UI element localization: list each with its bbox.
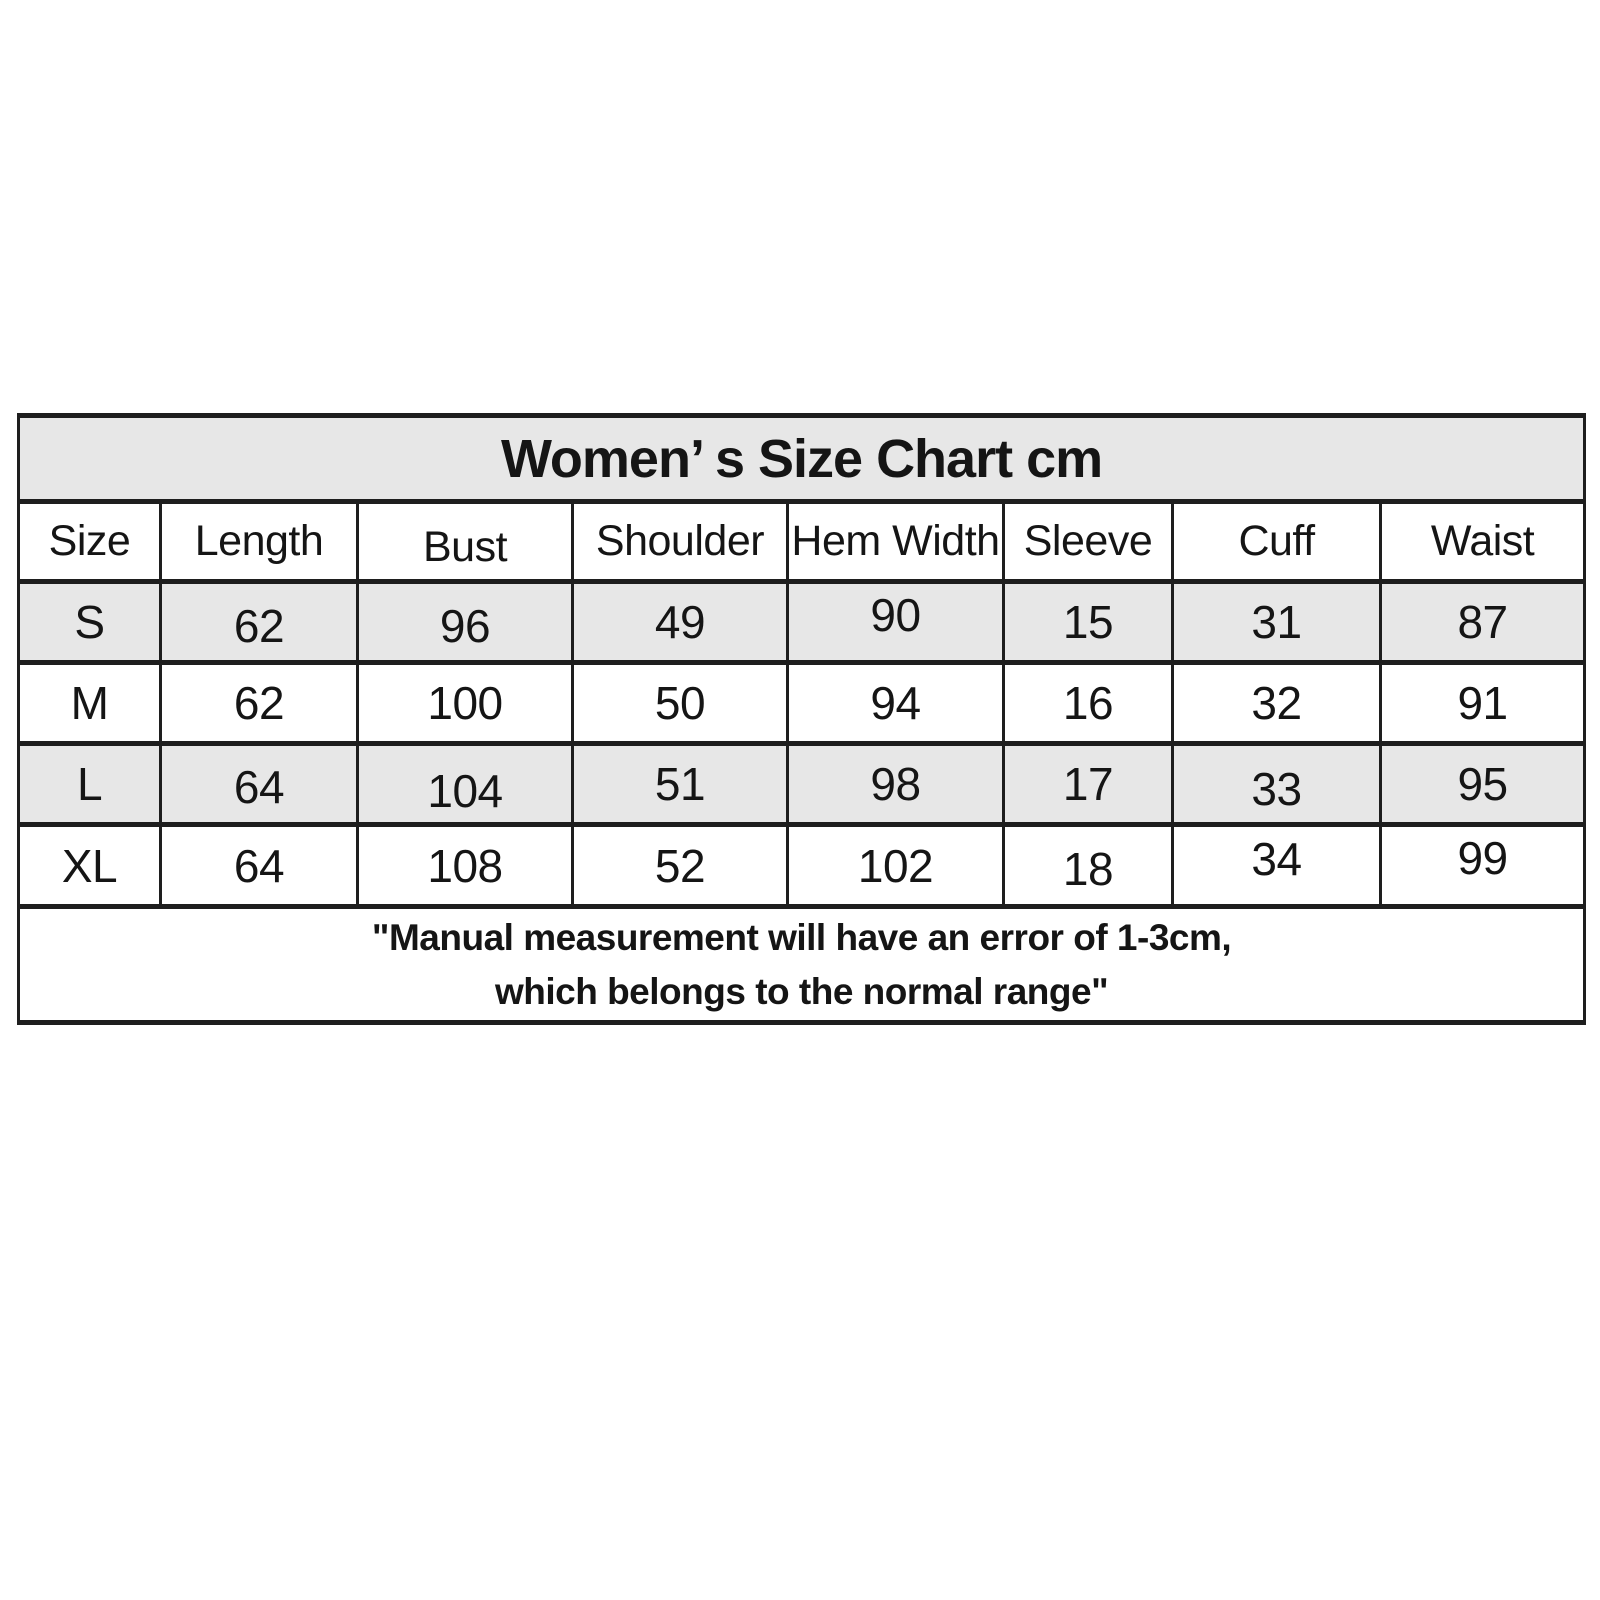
table-row-xl — [19, 825, 1585, 907]
value-hem-width: 98 — [788, 744, 1004, 825]
note-row — [19, 907, 1585, 1023]
value-hem-width: 90 — [788, 582, 1004, 663]
value-bust: 100 — [358, 663, 573, 744]
column-header-shoulder: Shoulder — [573, 502, 788, 582]
value-length: 64 — [161, 825, 358, 907]
value-waist: 99 — [1381, 825, 1585, 907]
note-line-1: "Manual measurement will have an error of 1-3cm, — [371, 916, 1232, 958]
value-bust: 108 — [358, 825, 573, 907]
value-hem-width: 94 — [788, 663, 1004, 744]
value-waist: 87 — [1381, 582, 1585, 663]
title-row — [19, 416, 1585, 502]
column-header-sleeve: Sleeve — [1004, 502, 1173, 582]
value-length: 62 — [161, 663, 358, 744]
value-length: 62 — [161, 582, 358, 663]
value-length: 64 — [161, 744, 358, 825]
column-header-bust: Bust — [358, 502, 573, 582]
size-label: M — [19, 663, 161, 744]
value-waist: 95 — [1381, 744, 1585, 825]
table-row-m — [19, 663, 1585, 744]
header-row — [19, 502, 1585, 582]
column-header-hem-width: Hem Width — [788, 502, 1004, 582]
value-bust: 96 — [358, 582, 573, 663]
value-shoulder: 50 — [573, 663, 788, 744]
value-hem-width: 102 — [788, 825, 1004, 907]
chart-title: Women’ s Size Chart cm — [19, 416, 1585, 502]
value-sleeve: 15 — [1004, 582, 1173, 663]
value-cuff: 32 — [1173, 663, 1381, 744]
value-waist: 91 — [1381, 663, 1585, 744]
size-chart-table — [17, 413, 1586, 1025]
value-cuff: 33 — [1173, 744, 1381, 825]
size-label: S — [19, 582, 161, 663]
column-header-length: Length — [161, 502, 358, 582]
measurement-note — [19, 907, 1585, 1023]
value-shoulder: 52 — [573, 825, 788, 907]
column-header-waist: Waist — [1381, 502, 1585, 582]
column-header-size: Size — [19, 502, 161, 582]
size-label: L — [19, 744, 161, 825]
value-sleeve: 18 — [1004, 825, 1173, 907]
value-cuff: 34 — [1173, 825, 1381, 907]
value-cuff: 31 — [1173, 582, 1381, 663]
note-line-2: which belongs to the normal range" — [494, 970, 1109, 1012]
value-bust: 104 — [358, 744, 573, 825]
column-header-cuff: Cuff — [1173, 502, 1381, 582]
value-shoulder: 49 — [573, 582, 788, 663]
value-shoulder: 51 — [573, 744, 788, 825]
table-row-s — [19, 582, 1585, 663]
value-sleeve: 16 — [1004, 663, 1173, 744]
size-label: XL — [19, 825, 161, 907]
table-row-l — [19, 744, 1585, 825]
value-sleeve: 17 — [1004, 744, 1173, 825]
